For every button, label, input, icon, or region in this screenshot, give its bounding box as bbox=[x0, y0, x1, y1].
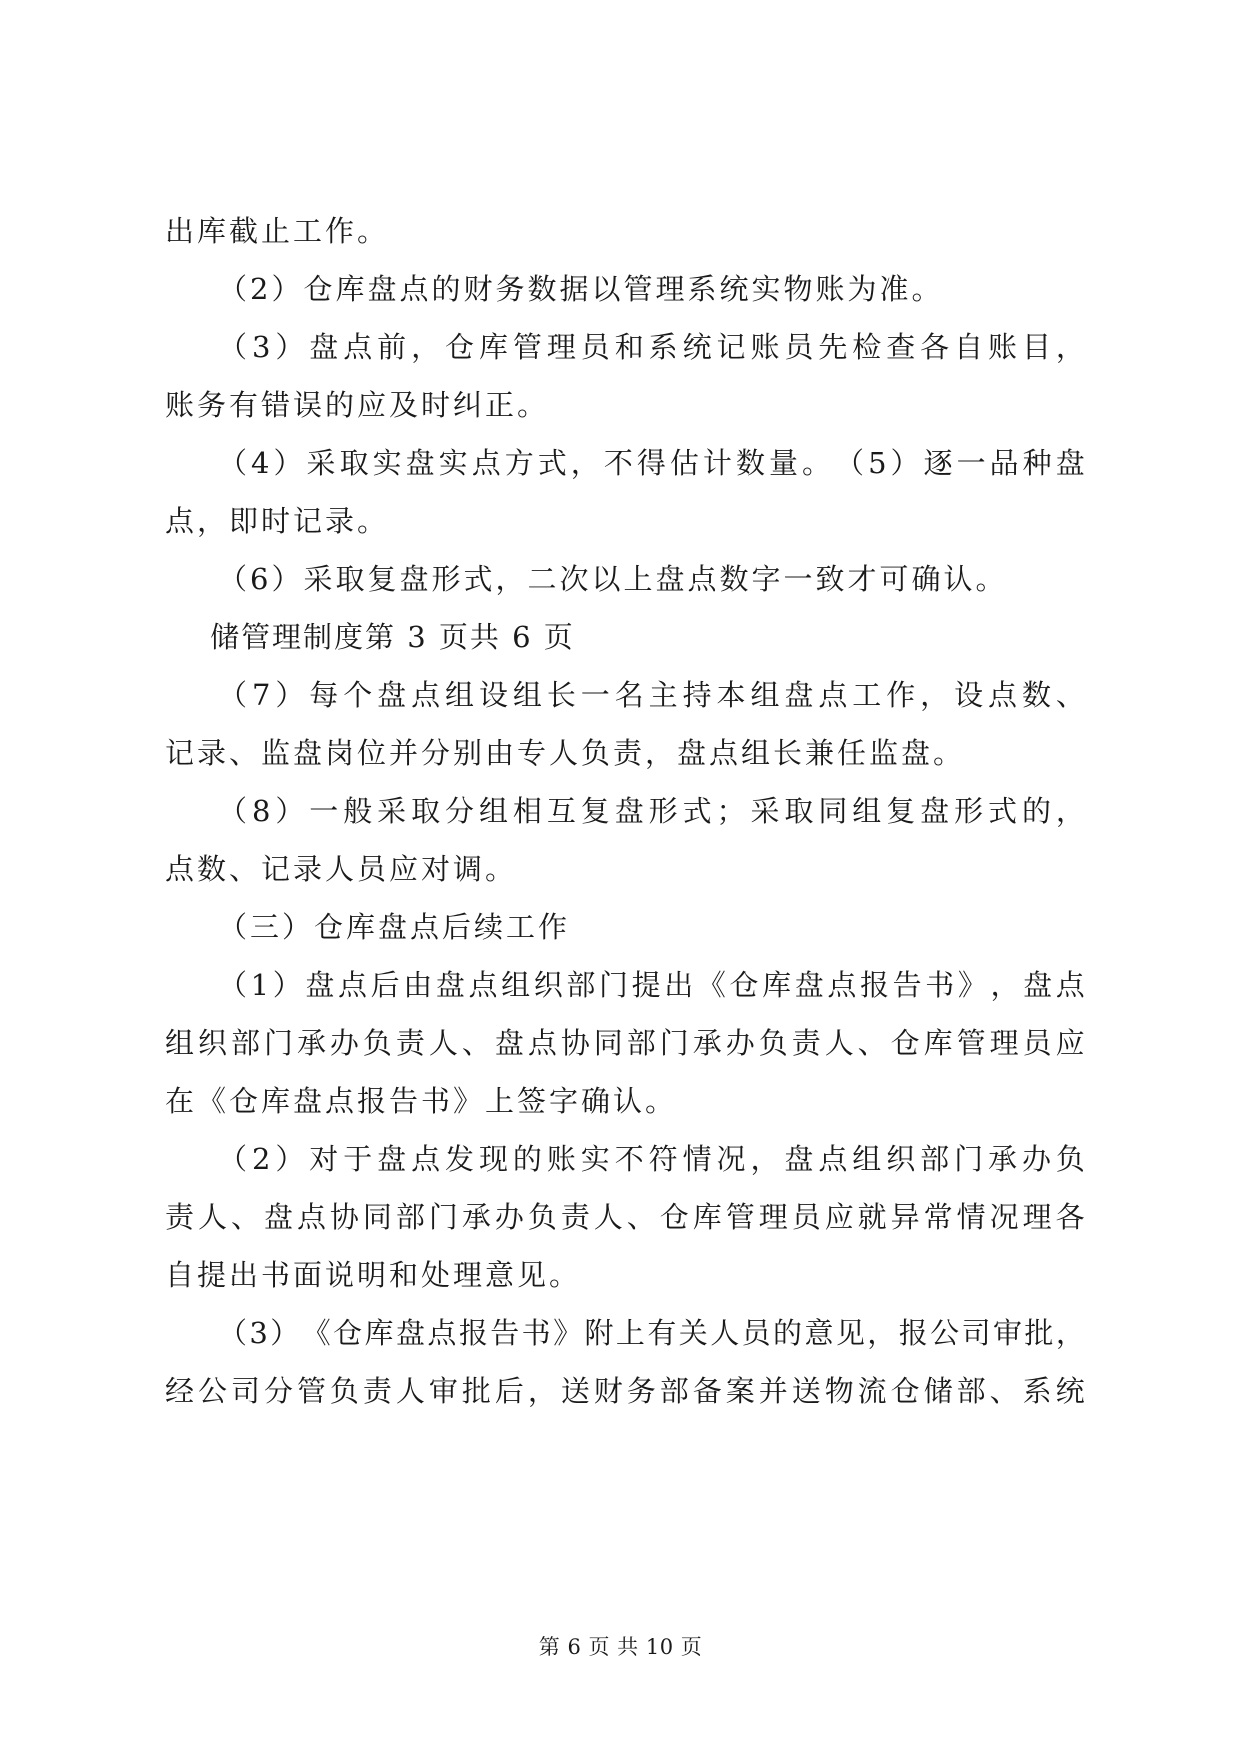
text-line-17: （ 2 ） 对 于 盘 点 发 现 的 账 实 不 符 情 况 ， 盘 点 组 织 部 门 承 办 负 bbox=[218, 1142, 1085, 1176]
text-line-15: 组 织 部 门 承 办 负 责 人 、 盘 点 协 同 部 门 承 办 负 责 人 、 仓 库 管 理 员 应 bbox=[165, 1026, 1085, 1060]
text-line-21: 经 公 司 分 管 负 责 人 审 批 后 ， 送 财 务 部 备 案 并 送 物 流 仓 储 部 、 系 统 bbox=[165, 1374, 1085, 1408]
text-line-3: （ 3 ） 盘 点 前 ， 仓 库 管 理 员 和 系 统 记 账 员 先 检 查 各 自 账 目 ， bbox=[218, 330, 1085, 364]
text-line-18: 责 人 、 盘 点 协 同 部 门 承 办 负 责 人 、 仓 库 管 理 员 应 就 异 常 情 况 理 各 bbox=[165, 1200, 1085, 1234]
text-line-1: 出库截止工作。 bbox=[165, 214, 390, 248]
text-line-12: 点数、记录人员应对调。 bbox=[165, 852, 518, 886]
text-line-6: 点，即时记录。 bbox=[165, 504, 390, 538]
text-line-19: 自提出书面说明和处理意见。 bbox=[165, 1258, 582, 1292]
text-line-5: （ 4 ） 采 取 实 盘 实 点 方 式 ， 不 得 估 计 数 量 。 （ 5 ） 逐 一 品 种 盘 bbox=[218, 446, 1085, 480]
text-line-20: （ 3 ） 《 仓 库 盘 点 报 告 书 》 附 上 有 关 人 员 的 意 见 ， 报 公 司 审 批 ， bbox=[218, 1316, 1085, 1350]
text-line-9: （ 7 ） 每 个 盘 点 组 设 组 长 一 名 主 持 本 组 盘 点 工 作 ， 设 点 数 、 bbox=[218, 678, 1085, 712]
section-heading: （三）仓库盘点后续工作 bbox=[218, 910, 571, 944]
text-line-8: 储管理制度第 3 页共 6 页 bbox=[210, 620, 575, 654]
text-line-7: （6）采取复盘形式，二次以上盘点数字一致才可确认。 bbox=[218, 562, 1008, 596]
text-line-2: （2）仓库盘点的财务数据以管理系统实物账为准。 bbox=[218, 272, 944, 306]
text-line-4: 账务有错误的应及时纠正。 bbox=[165, 388, 550, 422]
text-line-10: 记录、监盘岗位并分别由专人负责，盘点组长兼任监盘。 bbox=[165, 736, 966, 770]
page-footer: 第 6 页 共 10 页 bbox=[538, 1635, 703, 1659]
text-line-11: （ 8 ） 一 般 采 取 分 组 相 互 复 盘 形 式 ； 采 取 同 组 复 盘 形 式 的 ， bbox=[218, 794, 1085, 828]
text-line-16: 在《仓库盘点报告书》上签字确认。 bbox=[165, 1084, 678, 1118]
text-line-14: （ 1 ） 盘 点 后 由 盘 点 组 织 部 门 提 出 《 仓 库 盘 点 报 告 书 》 ， 盘 点 bbox=[218, 968, 1085, 1002]
